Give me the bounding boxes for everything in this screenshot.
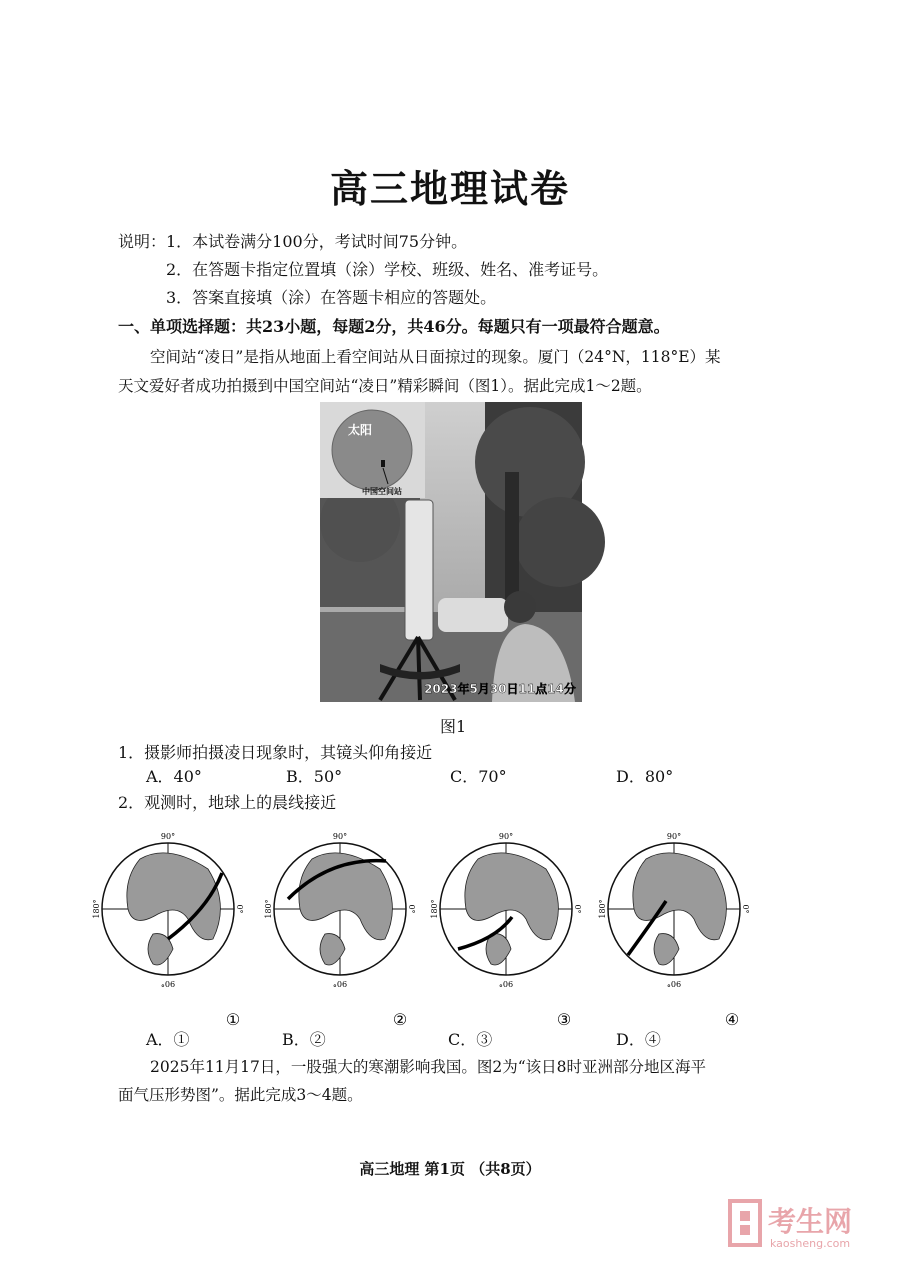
option-a: A．① xyxy=(146,1030,190,1049)
globe-number: ① xyxy=(225,1010,241,1029)
globe-label-top: 90° xyxy=(160,832,176,841)
option-b: B．② xyxy=(282,1030,326,1049)
globe-number: ③ xyxy=(556,1010,572,1029)
option-d: D．80° xyxy=(616,767,674,786)
sun-label: 太阳 xyxy=(347,423,373,437)
instruction-item: 2．在答题卡指定位置填（涂）学校、班级、姓名、准考证号。 xyxy=(166,260,609,279)
globe-number: ④ xyxy=(724,1010,740,1029)
globe-number: ② xyxy=(392,1010,408,1029)
option-a: A．40° xyxy=(146,767,202,786)
q2-options xyxy=(0,1029,900,1051)
globe-label-bottom: 90° xyxy=(498,979,514,988)
figure-caption: 图1 xyxy=(440,717,467,736)
station-label: 中国空间站 xyxy=(362,487,402,496)
globe-2 xyxy=(264,832,416,1029)
globe-label-left: 180° xyxy=(430,899,439,919)
globe-1 xyxy=(92,832,244,1029)
passage-line: 2025年11月17日，一股强大的寒潮影响我国。图2为“该日8时亚洲部分地区海平 xyxy=(150,1058,707,1076)
transit-photo-illustration xyxy=(320,402,582,702)
section-heading: 一、单项选择题：共23小题，每题2分，共46分。每题只有一项最符合题意。 xyxy=(118,317,670,336)
globe-label-right: 0° xyxy=(407,904,416,914)
option-b: B．50° xyxy=(286,767,343,786)
instruction-item: 1．本试卷满分100分，考试时间75分钟。 xyxy=(166,232,468,251)
watermark-logo xyxy=(728,1195,888,1255)
globe-label-right: 0° xyxy=(741,904,750,914)
globe-label-right: 0° xyxy=(235,904,244,914)
passage-line: 面气压形势图”。据此完成3～4题。 xyxy=(118,1086,363,1104)
space-station-mark xyxy=(381,460,385,467)
globe-options xyxy=(92,824,798,1029)
globe-label-left: 180° xyxy=(598,899,607,919)
question-stem: 2．观测时，地球上的晨线接近 xyxy=(118,793,337,812)
watermark-text: 考生网 xyxy=(768,1205,853,1238)
globe-label-top: 90° xyxy=(332,832,348,841)
globe-4 xyxy=(598,832,750,1029)
passage-line: 天文爱好者成功拍摄到中国空间站“凌日”精彩瞬间（图1）。据此完成1～2题。 xyxy=(118,377,652,395)
globe-label-bottom: 90° xyxy=(332,979,348,988)
globe-label-bottom: 90° xyxy=(666,979,682,988)
q1-options xyxy=(0,766,900,788)
globe-label-left: 180° xyxy=(92,899,101,919)
watermark-url: kaosheng.com xyxy=(770,1237,851,1250)
option-c: C．70° xyxy=(450,767,507,786)
globe-label-bottom: 90° xyxy=(160,979,176,988)
question-stem: 1．摄影师拍摄凌日现象时，其镜头仰角接近 xyxy=(118,743,433,762)
instruction-item: 3．答案直接填（涂）在答题卡相应的答题处。 xyxy=(166,288,497,307)
globe-label-right: 0° xyxy=(573,904,582,914)
photo-timestamp: 2023年5月30日11点14分 xyxy=(424,682,576,696)
globe-label-top: 90° xyxy=(498,832,514,841)
globe-label-top: 90° xyxy=(666,832,682,841)
globe-label-left: 180° xyxy=(264,899,273,919)
globe-3 xyxy=(430,832,582,1029)
transit-photo xyxy=(320,402,582,702)
instructions-label: 说明： xyxy=(118,232,167,251)
exam-title: 高三地理试卷 xyxy=(329,167,570,211)
option-c: C．③ xyxy=(448,1030,493,1049)
page-footer: 高三地理 第1页 （共8页） xyxy=(359,1160,541,1178)
option-d: D．④ xyxy=(616,1030,661,1049)
passage-line: 空间站“凌日”是指从地面上看空间站从日面掠过的现象。厦门（24°N，118°E）某 xyxy=(150,348,721,366)
